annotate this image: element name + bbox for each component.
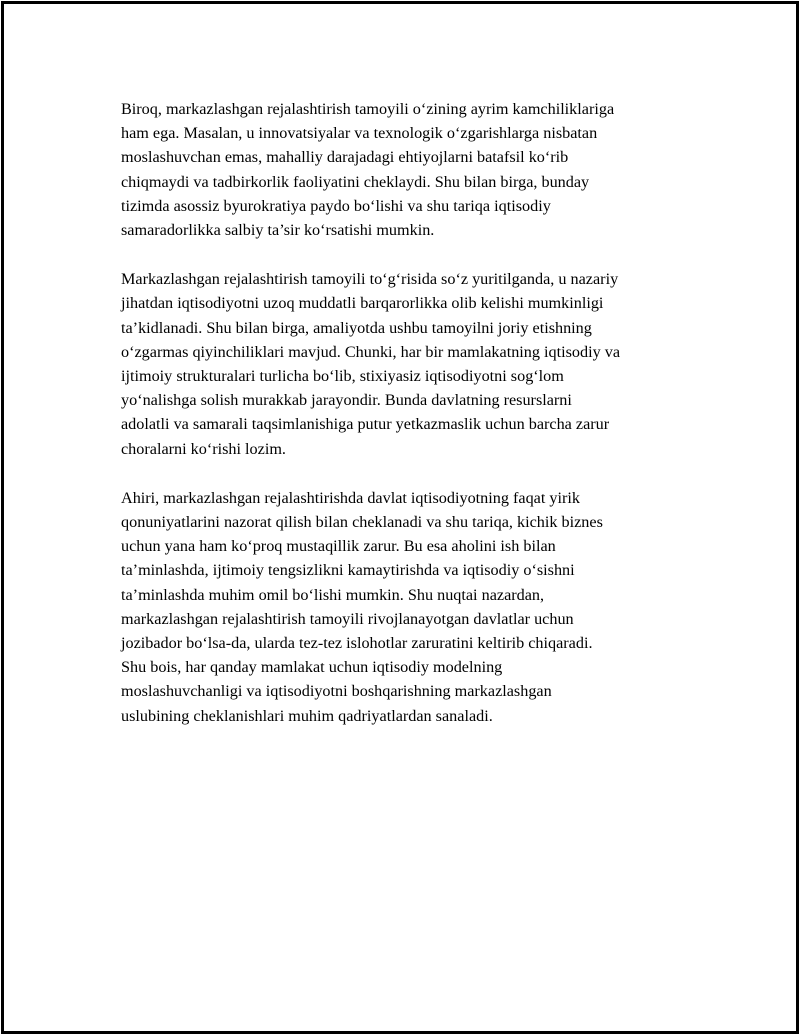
paragraph-1: Biroq, markazlashgan rejalashtirish tamoyili o‘zining ayrim kamchiliklariga ham ega. Masalan, u innovatsiyalar va texnologik o‘zgarishlarga nisbatan moslashuvchan emas, mahalliy darajadagi ehtiyojlarni batafsil ko‘rib chiqmaydi va tadbirkorlik faoliyatini cheklaydi. Shu bilan birga, bunday tizimda asossiz byurokratiya paydo bo‘lishi va shu tariqa iqtisodiy samaradorlikka salbiy ta’sir ko‘rsatishi mumkin.: [121, 100, 615, 240]
page-content: [121, 97, 721, 753]
paragraph-2: Markazlashgan rejalashtirish tamoyili to‘g‘risida so‘z yuritilganda, u nazariy jihatdan iqtisodiyotni uzoq muddatli barqarorlikka olib kelishi mumkinligi ta’kidlanadi. Shu bilan birga, amaliyotda ushbu tamoyilni joriy etishning o‘zgarmas qiyinchiliklari mavjud. Chunki, har bir mamlakatning iqtisodiy va ijtimoiy strukturalari turlicha bo‘lib, stixiyasiz iqtisodiyotni sog‘lom yo‘nalishga solish murakkab jarayondir. Bunda davlatning resurslarni adolatli va samarali taqsimlanishiga putur yetkazmaslik uchun barcha zarur choralarni ko‘rishi lozim.: [121, 270, 621, 458]
paragraph-3: Ahiri, markazlashgan rejalashtirishda davlat iqtisodiyotning faqat yirik qonuniyatlarini nazorat qilish bilan cheklanadi va shu tariqa, kichik biznes uchun yana ham ko‘proq mustaqillik zarur. Bu esa aholini ish bilan ta’minlashda, ijtimoiy tengsizlikni kamaytirishda va iqtisodiy o‘sishni ta’minlashda muhim omil bo‘lishi mumkin. Shu nuqtai nazardan, markazlashgan rejalashtirish tamoyili rivojlanayotgan davlatlar uchun jozibador bo‘lsa-da, ularda tez-tez islohotlar zaruratini keltirib chiqaradi. Shu bois, har qanday mamlakat uchun iqtisodiy modelning moslashuvchanligi va iqtisodiyotni boshqarishning markazlashgan uslubining cheklanishlari muhim qadriyatlardan sanaladi.: [121, 488, 603, 725]
page-frame: [1, 1, 799, 1034]
